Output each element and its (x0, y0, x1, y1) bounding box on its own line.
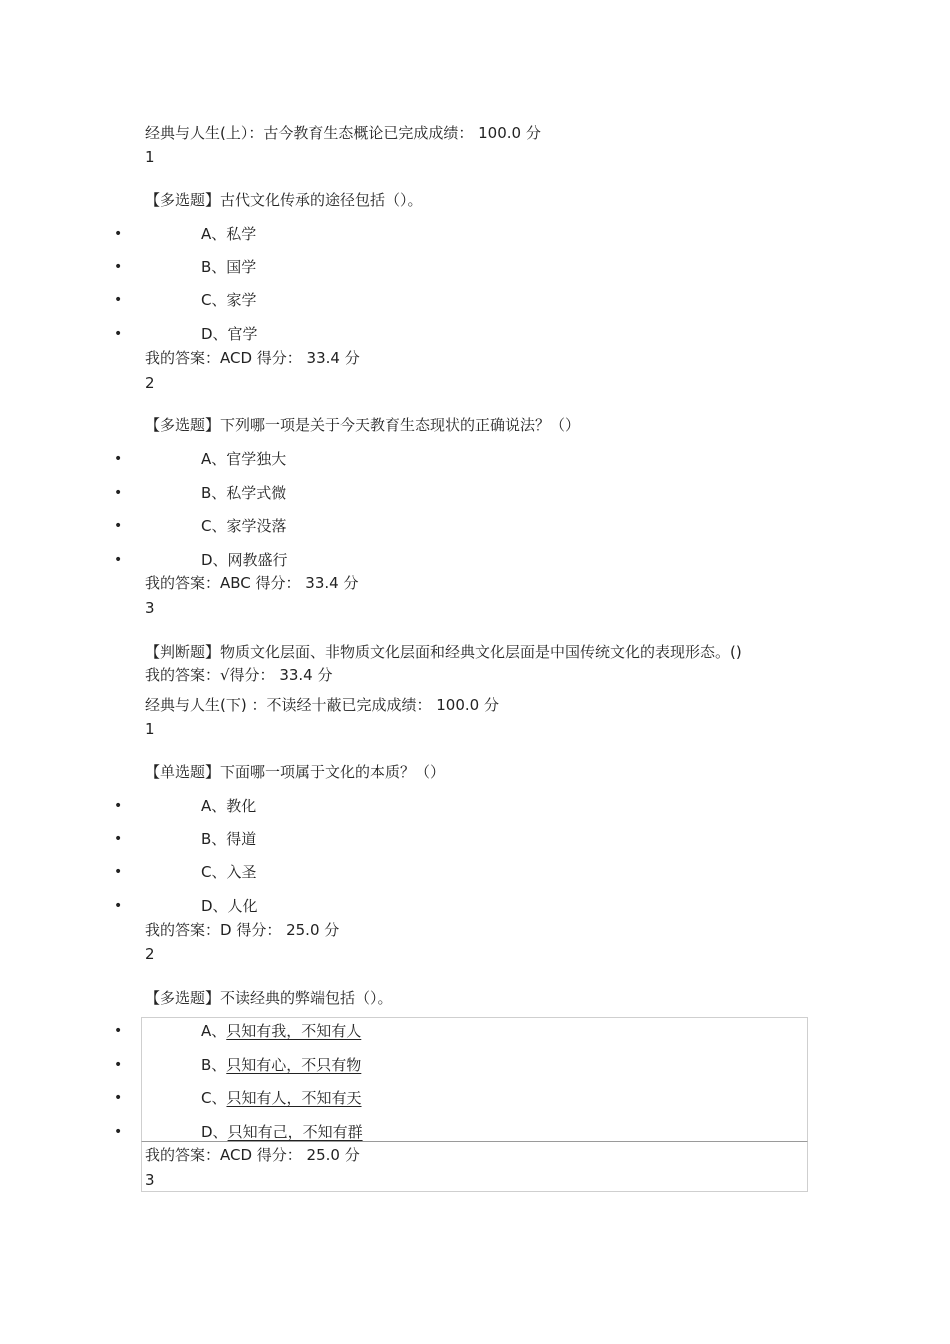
question-text: 【单选题】下面哪一项属于文化的本质？（） (145, 763, 446, 781)
bullet-icon: • (114, 518, 123, 534)
answer-line: 我的答案：D 得分： 25.0 分 (145, 921, 340, 939)
section-header: 经典与人生(上）：古今教育生态概论已完成成绩： 100.0 分 (145, 124, 541, 142)
bullet-icon: • (114, 831, 123, 847)
option-link-text[interactable]: 只知有人，不知有天 (226, 1089, 362, 1107)
option-item[interactable] (0, 290, 950, 310)
bullet-icon: • (114, 226, 123, 242)
option-item[interactable] (0, 1055, 950, 1075)
option-label (201, 1122, 363, 1142)
question-text: 【多选题】古代文化传承的途径包括（）。 (145, 191, 423, 209)
question-text: 【判断题】物质文化层面、非物质文化层面和经典文化层面是中国传统文化的表现形态。() (145, 643, 742, 661)
bullet-icon: • (114, 1023, 123, 1039)
option-link-text[interactable]: 只知有己，不知有群 (227, 1123, 363, 1141)
answer-line: 我的答案：ACD 得分： 33.4 分 (145, 349, 360, 367)
option-letter: C、 (201, 1089, 227, 1107)
answer-line: 我的答案：ACD 得分： 25.0 分 (145, 1146, 360, 1164)
question-number: 3 (145, 599, 155, 617)
bullet-icon: • (114, 864, 123, 880)
question-number: 1 (145, 720, 155, 738)
question-number: 2 (145, 374, 155, 392)
option-letter: B、 (201, 1056, 227, 1074)
bullet-icon: • (114, 326, 123, 342)
bullet-icon: • (114, 552, 123, 568)
bullet-icon: • (114, 898, 123, 914)
option-item[interactable] (0, 796, 950, 816)
question-text: 【多选题】下列哪一项是关于今天教育生态现状的正确说法？（） (145, 416, 581, 434)
option-label: B、得道 (201, 830, 257, 848)
option-letter: A、 (201, 1022, 227, 1040)
option-label: C、家学没落 (201, 517, 287, 535)
option-link-text[interactable]: 只知有心，不只有物 (226, 1056, 362, 1074)
section-header: 经典与人生(下) ：不读经十蔽已完成成绩： 100.0 分 (145, 696, 499, 714)
bullet-icon: • (114, 1057, 123, 1073)
option-item[interactable] (0, 257, 950, 277)
option-label: B、私学式微 (201, 484, 287, 502)
option-label: D、人化 (201, 897, 258, 915)
answer-line: 我的答案：√得分： 33.4 分 (145, 666, 333, 684)
option-item[interactable] (0, 324, 950, 344)
option-item[interactable] (0, 550, 950, 570)
question-text: 【多选题】不读经典的弊端包括（）。 (145, 989, 393, 1007)
option-item[interactable] (0, 483, 950, 503)
option-label (201, 1088, 362, 1108)
option-item[interactable] (0, 1122, 950, 1142)
option-item[interactable] (0, 829, 950, 849)
option-item[interactable] (0, 896, 950, 916)
bullet-icon: • (114, 485, 123, 501)
option-label: A、私学 (201, 225, 257, 243)
option-label: C、入圣 (201, 863, 257, 881)
bullet-icon: • (114, 1124, 123, 1140)
option-label: A、官学独大 (201, 450, 287, 468)
option-link-text[interactable]: 只知有我，不知有人 (226, 1022, 362, 1040)
option-item[interactable] (0, 516, 950, 536)
option-item[interactable] (0, 862, 950, 882)
bullet-icon: • (114, 451, 123, 467)
option-label: D、官学 (201, 325, 258, 343)
option-item[interactable] (0, 449, 950, 469)
option-letter: D、 (201, 1123, 228, 1141)
option-label: D、网教盛行 (201, 551, 288, 569)
bullet-icon: • (114, 798, 123, 814)
option-label: A、教化 (201, 797, 257, 815)
bullet-icon: • (114, 292, 123, 308)
answer-line: 我的答案：ABC 得分： 33.4 分 (145, 574, 359, 592)
option-label: C、家学 (201, 291, 257, 309)
option-item[interactable] (0, 224, 950, 244)
question-number: 2 (145, 945, 155, 963)
bullet-icon: • (114, 1090, 123, 1106)
option-label (201, 1055, 361, 1075)
question-number: 1 (145, 148, 155, 166)
question-number: 3 (145, 1171, 155, 1189)
option-item[interactable] (0, 1088, 950, 1108)
option-label (201, 1021, 361, 1041)
option-label: B、国学 (201, 258, 257, 276)
bullet-icon: • (114, 259, 123, 275)
option-item[interactable] (0, 1021, 950, 1041)
